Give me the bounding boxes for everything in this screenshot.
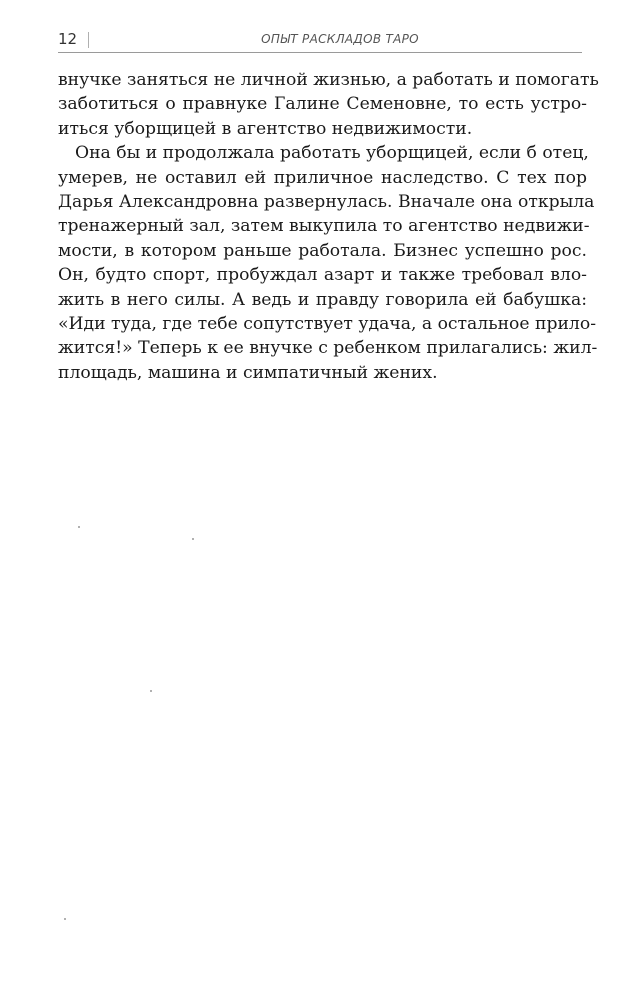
running-header bbox=[58, 28, 582, 53]
text-line: жится!» Теперь к ее внучке с ребенком прилагались: жил- bbox=[58, 338, 598, 359]
text-line: заботиться о правнуке Галине Семеновне, то есть устро- bbox=[58, 94, 587, 115]
text-line: внучке заняться не личной жизнью, а работать и помогать bbox=[58, 70, 599, 90]
text-line: иться уборщицей в агентство недвижимости. bbox=[58, 118, 473, 139]
text-line: Она бы и продолжала работать уборщицей, если б отец, bbox=[75, 143, 589, 164]
scan-speck bbox=[78, 526, 80, 528]
running-title: ОПЫТ РАСКЛАДОВ ТАРО bbox=[261, 32, 419, 46]
text-line: «Иди туда, где тебе сопутствует удача, а остальное прило- bbox=[58, 314, 597, 335]
paragraph-1 bbox=[58, 68, 599, 141]
text-line: Дарья Александровна развернулась. Вначале она открыла bbox=[58, 192, 595, 213]
text-line: умерев, не оставил ей приличное наследство. С тех пор bbox=[58, 167, 587, 188]
text-line: площадь, машина и симпатичный жених. bbox=[58, 362, 438, 383]
text-line: жить в него силы. А ведь и правду говорила ей бабушка: bbox=[58, 289, 587, 310]
text-line: Он, будто спорт, пробуждал азарт и также требовал вло- bbox=[58, 265, 587, 286]
scan-speck bbox=[192, 538, 194, 540]
scan-speck bbox=[150, 690, 152, 692]
text-line: мости, в котором раньше работала. Бизнес успешно рос. bbox=[58, 240, 587, 261]
text-line: тренажерный зал, затем выкупила то агентство недвижи- bbox=[58, 216, 590, 237]
paragraph-2 bbox=[58, 141, 598, 385]
body-text bbox=[58, 68, 599, 385]
scan-speck bbox=[64, 918, 66, 920]
page-number: 12 bbox=[58, 30, 78, 48]
